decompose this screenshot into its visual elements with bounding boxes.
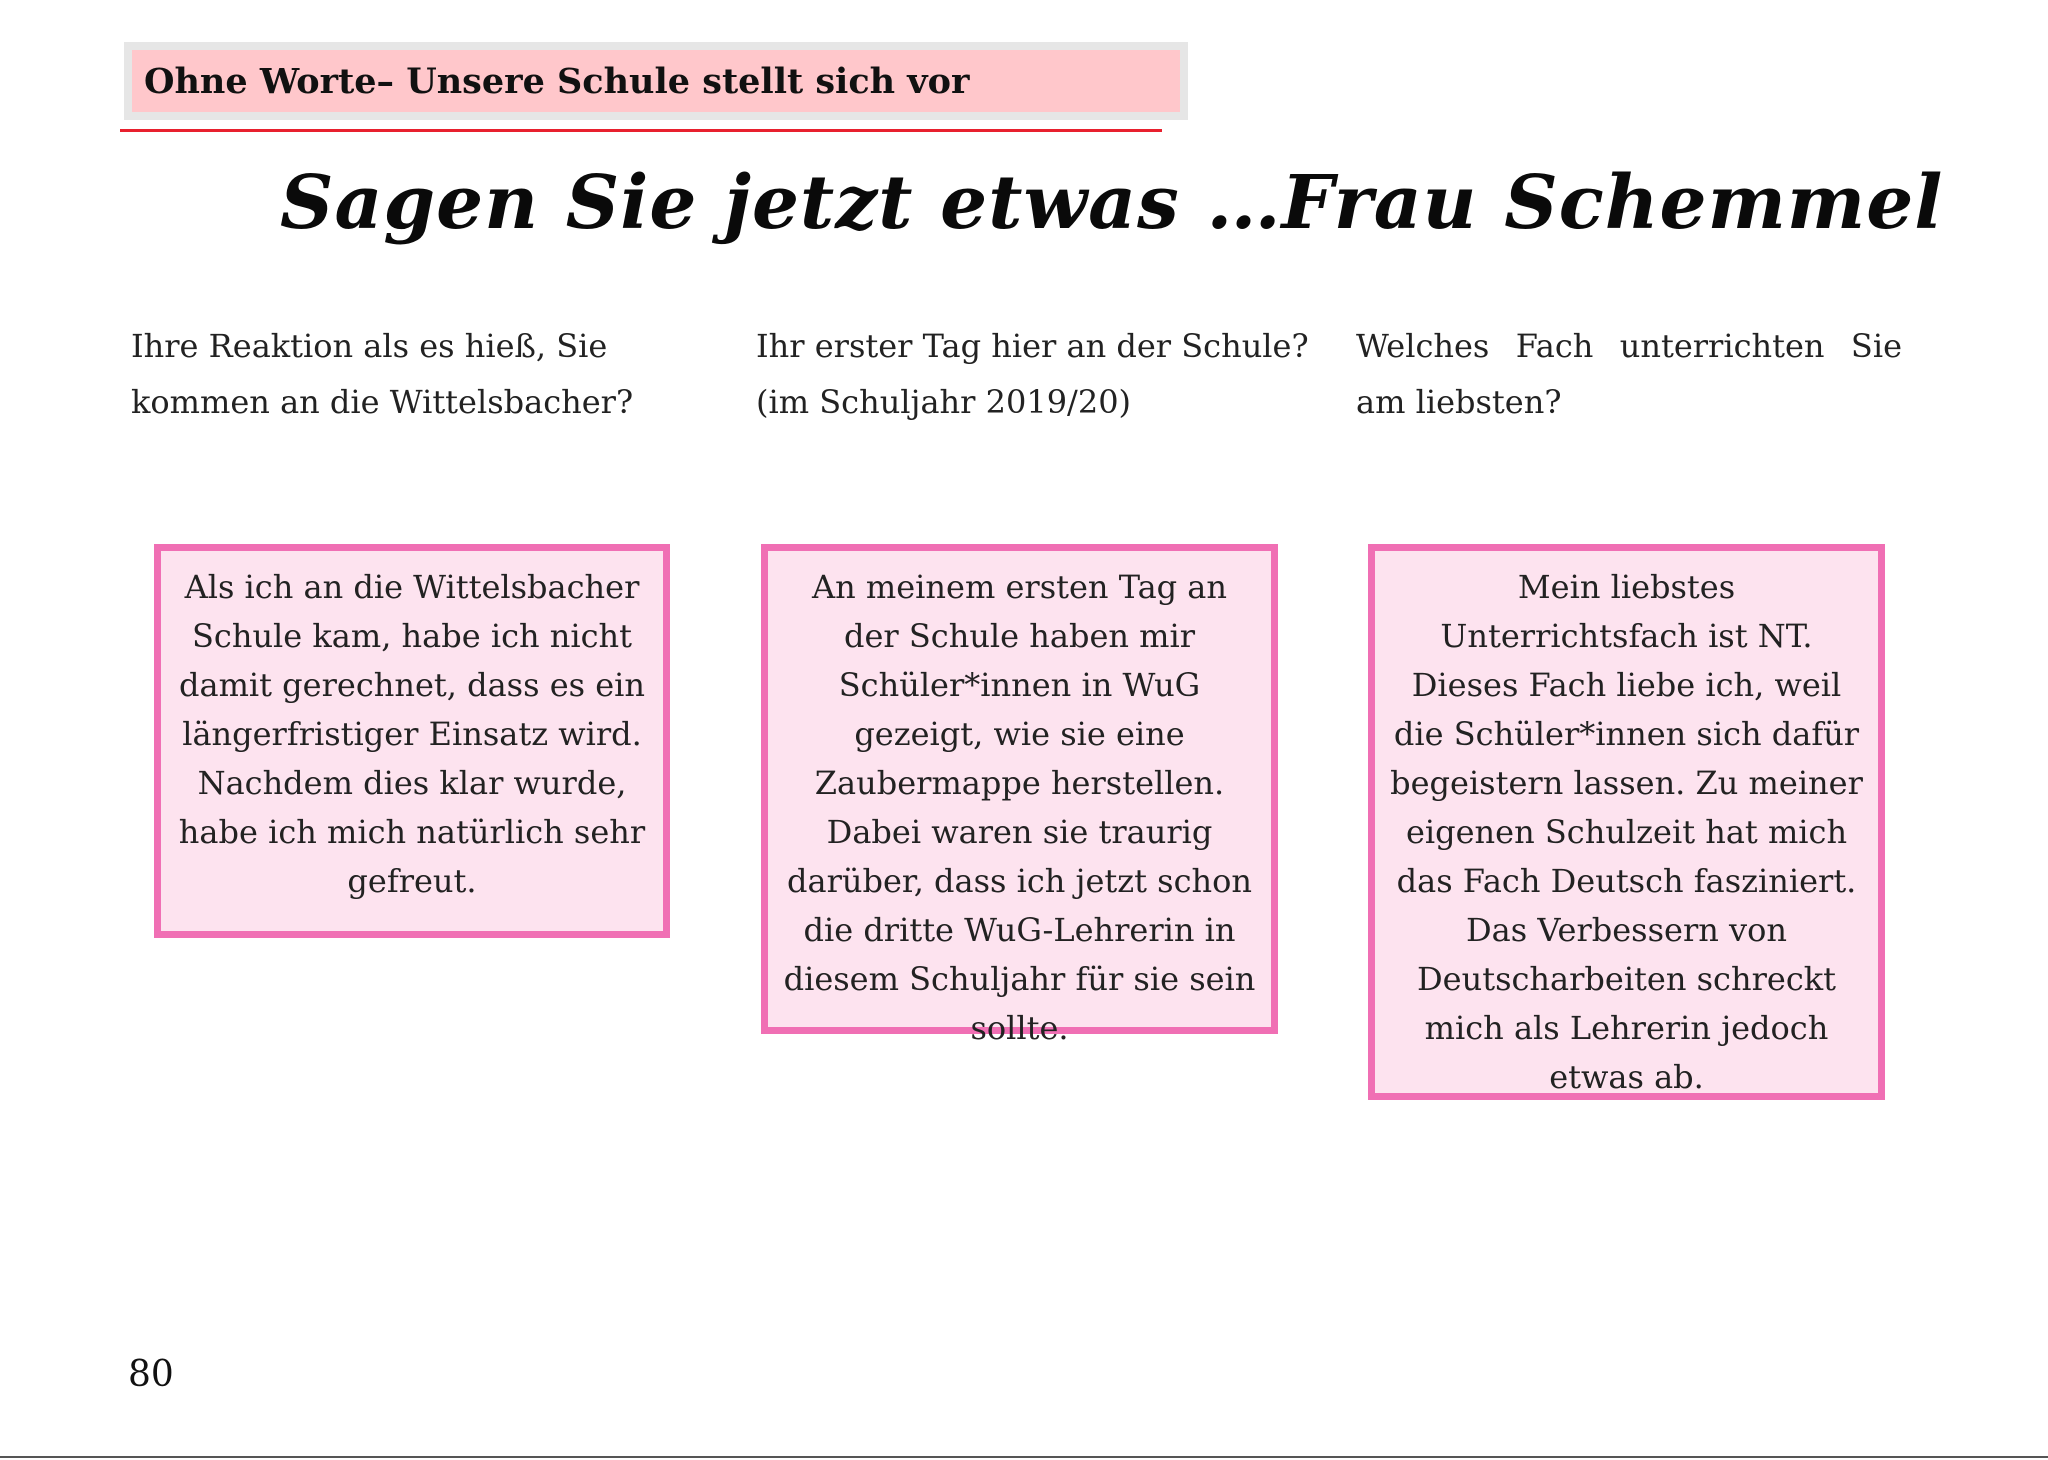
answer-box-2 — [761, 544, 1278, 1047]
page-number: 80 — [128, 1354, 174, 1395]
section-header — [124, 42, 1188, 120]
bottom-divider — [0, 1456, 2048, 1458]
question-3: Welches Fach unterrichten Sie am liebsten? — [1356, 327, 1902, 421]
answer-text-1: Als ich an die Wittelsbacher Schule kam, habe ich nicht damit gerechnet, dass es ein längerfristiger Einsatz wird. Nachdem dies klar wurde, habe ich mich natürlich sehr gefreut. — [178, 568, 646, 900]
answer-text-2: An meinem ersten Tag an der Schule haben mir Schüler*innen in WuG gezeigt, wie sie eine Zaubermappe herstellen. Dabei waren sie traurig darüber, dass ich jetzt schon die dritte WuG-Lehrerin in diesem Schuljahr für sie sein sollte. — [783, 568, 1256, 1047]
section-title: Ohne Worte– Unsere Schule stellt sich vor — [132, 50, 1180, 112]
answer-box-1 — [154, 544, 670, 938]
question-2: Ihr erster Tag hier an der Schule? (im Schuljahr 2019/20) — [756, 327, 1309, 421]
question-1: Ihre Reaktion als es hieß, Sie kommen an die Wittelsbacher? — [131, 327, 634, 421]
answer-text-3: Mein liebstes Unterrichtsfach ist NT. Dieses Fach liebe ich, weil die Schüler*innen sich dafür begeistern lassen. Zu meiner eigenen Schulzeit hat mich das Fach Deutsch fasziniert. Das Verbessern von Deutscharbeiten schreckt mich als Lehrerin jedoch etwas ab. — [1390, 568, 1863, 1096]
answer-box-3 — [1368, 544, 1885, 1100]
header-divider — [120, 129, 1162, 132]
page-title: Sagen Sie jetzt etwas …Frau Schemmel — [280, 160, 1944, 246]
